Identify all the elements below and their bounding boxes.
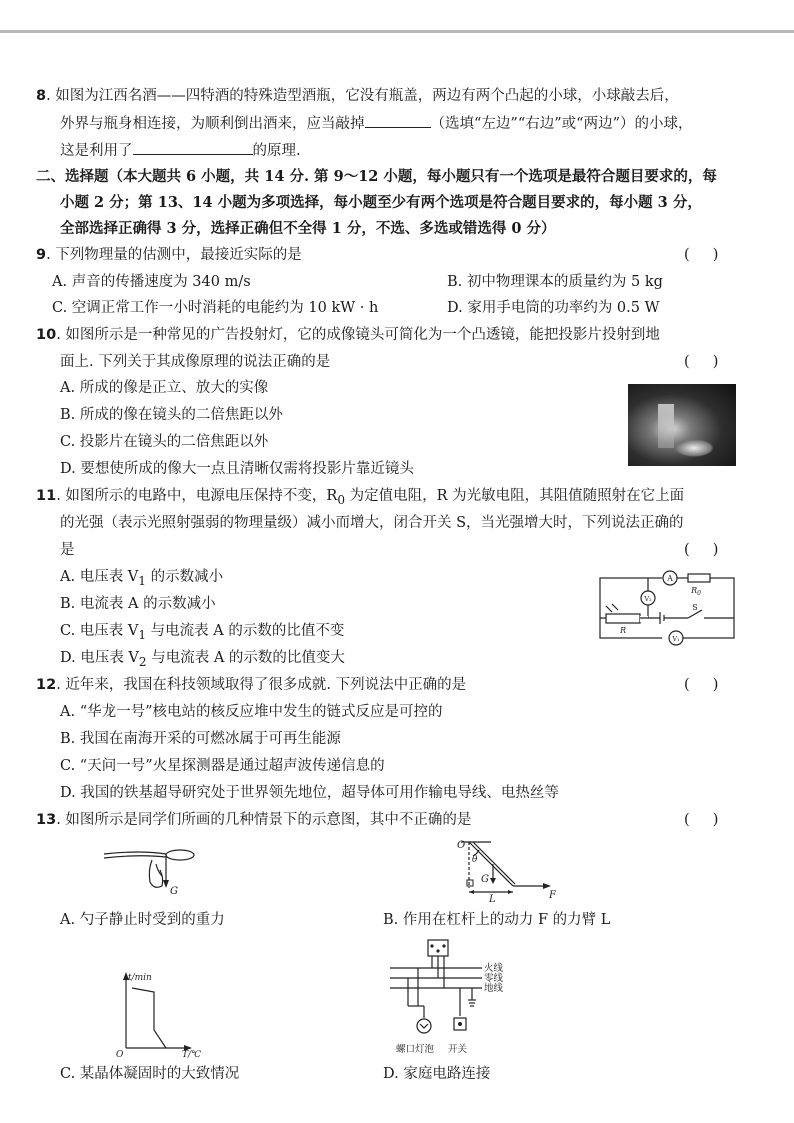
q8-blank-2[interactable]: [133, 140, 253, 155]
q8-text-2b: （选填“左边”“右边”或“两边”）的小球，: [430, 116, 693, 132]
q11-answer-paren[interactable]: ( ): [684, 542, 719, 558]
q10-line-1: [36, 325, 660, 345]
q11-c-text: C. 电压表 V: [60, 623, 139, 639]
r-label: R: [619, 626, 627, 635]
fig-b-o-label: O: [457, 840, 466, 851]
q8-text-3b: 的原理.: [252, 143, 301, 159]
r0-label: $R_0$: [691, 586, 701, 597]
q9-option-d: D. 家用手电筒的功率约为 0.5 W: [447, 300, 660, 316]
fig-b-l-label: L: [489, 894, 496, 905]
q9-option-a: A. 声音的传播速度为 340 m/s: [52, 274, 251, 290]
q11-line-2: 的光强（表示光照射强弱的物理量级）减小而增大，闭合开关 S，当光强增大时，下列说法正确的: [60, 515, 684, 531]
q13-fig-d-home-circuit: [388, 936, 528, 1058]
q8-line-3: [60, 140, 301, 161]
q11-number: 11: [36, 488, 57, 504]
q11-a-text: A. 电压表 V: [60, 569, 139, 585]
fig-d-live-label: 火线: [484, 963, 504, 974]
fig-d-ground-label: 地线: [484, 983, 504, 994]
q9-stem: [36, 245, 302, 265]
fig-c-origin: O: [116, 1050, 124, 1058]
q11-d-text-2: 与电流表 A 的示数的比值变大: [146, 650, 345, 666]
q9-stem-text: . 下列物理量的估测中，最接近实际的是: [46, 247, 302, 263]
q11-c-text-2: 与电流表 A 的示数的比值不变: [146, 623, 345, 639]
fig-d-neutral-label: 零线: [484, 973, 504, 984]
q12-option-b: B. 我国在南海开采的可燃冰属于可再生能源: [60, 731, 341, 747]
q12-answer-paren[interactable]: ( ): [684, 677, 719, 693]
q11-line-1: [36, 486, 684, 510]
voltmeter-v2-symbol: V₂: [644, 595, 652, 603]
q13-stem: [36, 810, 471, 830]
q8-text-1: . 如图为江西名酒——四特酒的特殊造型酒瓶，它没有瓶盖，两边有两个凸起的小球，小球敲去后，: [46, 88, 679, 104]
q10-text-1: . 如图所示是一种常见的广告投射灯，它的成像镜头可简化为一个凸透镜，能把投影片投射到地: [56, 327, 660, 343]
q12-option-a: A. “华龙一号”核电站的核反应堆中发生的链式反应是可控的: [60, 704, 443, 720]
fig-b-f-label: F: [549, 890, 556, 901]
fig-b-theta-label: θ: [472, 855, 478, 865]
q10-option-a: A. 所成的像是正立、放大的实像: [60, 380, 269, 396]
projector-lamp-photo: [628, 384, 736, 466]
q13-number: 13: [36, 812, 57, 828]
q10-option-d: D. 要想使所成的像大一点且清晰仅需将投影片靠近镜头: [60, 461, 414, 477]
header-rule: [0, 30, 794, 33]
q13-option-b: B. 作用在杠杆上的动力 F 的力臂 L: [383, 912, 611, 928]
q11-d-text: D. 电压表 V: [60, 650, 139, 666]
fig-d-switch-label: 开关: [448, 1044, 468, 1055]
q11-a-sub: 1: [138, 573, 146, 588]
q11-a-text-2: 的示数减小: [145, 569, 224, 585]
voltmeter-v1-symbol: V₁: [672, 635, 680, 643]
q13-fig-b-lever: [455, 836, 560, 906]
q9-option-b: B. 初中物理课本的质量约为 5 kg: [447, 274, 663, 290]
q10-line-2: 面上. 下列关于其成像原理的说法正确的是: [60, 354, 331, 370]
q11-option-d: [60, 648, 345, 672]
q8-blank-1[interactable]: [365, 113, 431, 128]
q13-fig-c-graph: [110, 968, 210, 1058]
fig-d-bulb-label: 螺口灯泡: [396, 1044, 435, 1055]
q10-number: 10: [36, 327, 57, 343]
q11-text-1b: 为定值电阻，R 为光敏电阻，其阻值随照射在它上面: [345, 488, 685, 504]
q9-number: 9: [36, 247, 47, 263]
fig-b-g-label: G: [481, 874, 489, 885]
q10-option-c: C. 投影片在镜头的二倍焦距以外: [60, 434, 269, 450]
q11-option-c: [60, 621, 344, 645]
fig-a-g-label: G: [170, 886, 178, 897]
q13-option-c: C. 某晶体凝固时的大致情况: [60, 1066, 240, 1082]
fig-c-xlabel: T/℃: [182, 1050, 202, 1058]
q12-number: 12: [36, 677, 57, 693]
switch-label: S: [692, 603, 698, 612]
q11-text-1a: . 如图所示的电路中，电源电压保持不变，R: [56, 488, 338, 504]
section2-line-3: 全部选择正确得 3 分，选择正确但不全得 1 分，不选、多选或错选得 0 分）: [60, 220, 556, 237]
q10-answer-paren[interactable]: ( ): [684, 354, 719, 370]
q11-circuit-diagram: [596, 570, 742, 656]
q9-option-c: C. 空调正常工作一小时消耗的电能约为 10 kW · h: [52, 300, 379, 316]
q9-answer-paren[interactable]: ( ): [684, 247, 719, 263]
q8-line-1: [36, 86, 679, 106]
q11-option-a: [60, 567, 223, 591]
q8-text-3a: 这是利用了: [60, 143, 133, 159]
q8-line-2: [60, 113, 692, 134]
q12-stem-text: . 近年来，我国在科技领域取得了很多成就. 下列说法中正确的是: [56, 677, 467, 693]
q8-text-2a: 外界与瓶身相连接，为顺利倒出酒来，应当敲掉: [60, 116, 365, 132]
q12-option-c: C. “天问一号”火星探测器是通过超声波传递信息的: [60, 758, 385, 774]
section2-line-2: 小题 2 分；第 13、14 小题为多项选择，每小题至少有两个选项是符合题目要求的，每小题 3 分，: [60, 194, 702, 211]
q13-answer-paren[interactable]: ( ): [684, 812, 719, 828]
q13-option-a: A. 勺子静止时受到的重力: [60, 912, 225, 928]
fig-c-ylabel: t/min: [128, 973, 152, 983]
ammeter-symbol: A: [667, 574, 673, 583]
q11-c-sub: 1: [138, 627, 147, 642]
q12-option-d: D. 我国的铁基超导研究处于世界领先地位，超导体可用作输电导线、电热丝等: [60, 785, 559, 801]
q10-option-b: B. 所成的像在镜头的二倍焦距以外: [60, 407, 283, 423]
section2-line-1: 二、选择题（本大题共 6 小题，共 14 分. 第 9～12 小题，每小题只有一个选项是最符合题目要求的，每: [36, 168, 717, 185]
q11-option-b: B. 电流表 A 的示数减小: [60, 596, 216, 612]
q8-number: 8: [36, 88, 47, 104]
q13-option-d: D. 家庭电路连接: [383, 1066, 491, 1082]
q11-r0-sub: 0: [337, 492, 346, 507]
q13-stem-text: . 如图所示是同学们所画的几种情景下的示意图，其中不正确的是: [56, 812, 472, 828]
q11-d-sub: 2: [138, 654, 147, 669]
q11-line-3: 是: [60, 542, 75, 558]
q12-stem: [36, 675, 466, 695]
q13-fig-a-spoon: [100, 840, 210, 902]
